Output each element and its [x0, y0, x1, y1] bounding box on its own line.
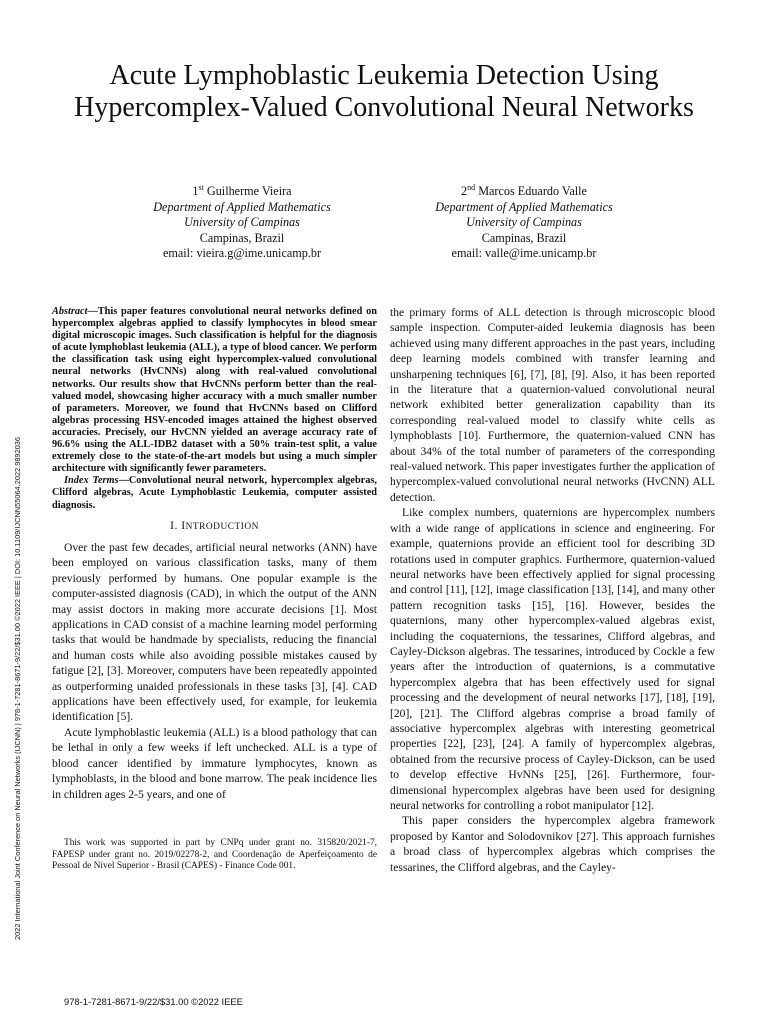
page-footer: 978-1-7281-8671-9/22/$31.00 ©2022 IEEE: [64, 996, 243, 1007]
paragraph: Acute lymphoblastic leukemia (ALL) is a blood pathology that can be lethal in only a few weeks if left unchecked. ALL is a type of blood cancer identified by immature lymphocytes, known as lymphoblasts, in the blood and bone marrow. The peak incidence lies in children ages 2-5 years, and one of: [52, 725, 377, 801]
author-university: University of Campinas: [466, 215, 582, 230]
paragraph: Like complex numbers, quaternions are hypercomplex numbers with a wide range of applications in science and engineering. For example, quaternions provide an efficient tool for describing 3D rotations used in computer graphics. Furthermore, quaternion-valued neural networks have been effectively applied for signal processing and control [11], [12], image classification [13], [14], and many other pattern recognition tasks [15], [16]. However, besides the quaternions, many other hypercomplex-valued algebras exist, including the coquaternions, the tessarines, Clifford algebras, and Cayley-Dickson algebras. The tessarines, introduced by Cockle a few years after the introduction of quaternions, is a commutative hypercomplex algebra that has been effectively used for signal processing and the development of neural networks [17], [18], [19], [20], [21]. The Clifford algebras comprise a broad family of associative hypercomplex algebras with interesting geometrical properties [22], [23], [24]. A family of hypercomplex algebras, obtained from the recursive process of Cayley-Dickson, can be used to develop effective HvNNs [25], [26]. Furthermore, four-dimensional hypercomplex algebras have been used for designing neural networks for controlling a robot manipulator [12].: [390, 506, 715, 812]
abstract-label: Abstract: [52, 306, 88, 317]
author-department: Department of Applied Mathematics: [153, 199, 331, 214]
paragraph: Over the past few decades, artificial neural networks (ANN) have been employed on various classification tasks, many of them previously performed by humans. One popular example is the computer-assisted diagnosis (CAD), in which the output of the ANN may assist doctors in making more accurate decisions [1]. Most applications in CAD consist of a machine learning model performing tasks that would be handmade by specialists, reducing the financial and human costs while also avoiding possible mistakes caused by fatigue [2], [3]. Moreover, computers have been repeatedly appointed as outperforming unaided professionals in these tasks [3], [4]. CAD applications have been effectively used, for example, for leukemia identification [5].: [52, 541, 377, 724]
author-email: email: vieira.g@ime.unicamp.br: [162, 246, 322, 261]
conference-sidebar: 2022 International Joint Conference on Neural Networks (IJCNN) | 978-1-7281-8671-9/22/$31.00 ©2022 IEEE | DOI: 10.1109/IJCNN55064.2022.9892036: [13, 437, 22, 940]
paragraph: the primary forms of ALL detection is through microscopic blood sample inspection. Computer-aided leukemia diagnosis has been achieved using many different approaches in the past years, including deep learning models combined with transfer learning and unsharpening techniques [6], [7], [8], [9]. Also, it has been reported in the literature that a quaternion-valued convolutional neural network exhibited better generalization capability than its corresponding real-valued model to classify white cells as lymphoblasts [10]. Furthermore, the quaternion-valued CNN has about 34% of the total number of parameters of the corresponding real-valued network. This paper investigates further the application of hypercomplex-valued convolutional neural networks (HvCNN) ALL detection.: [390, 306, 715, 504]
author-university: University of Campinas: [184, 215, 300, 230]
author-block-2: [394, 180, 654, 262]
paragraph: This paper considers the hypercomplex algebra framework proposed by Kantor and Solodovnikov [27]. This approach furnishes a broad class of hypercomplex algebras which comprises the tessarines, the Clifford algebras, and the Cayley-: [390, 814, 715, 874]
author-name-line: 1st Guilherme Vieira: [192, 183, 292, 199]
paper-title: Acute Lymphoblastic Leukemia Detection Using Hypercomplex-Valued Convolutional Neural Networks: [74, 60, 694, 123]
abstract-text: —This paper features convolutional neural networks defined on hypercomplex algebras applied to classify lymphocytes in blood smear digital microscopic images. Such classification is helpful for the diagnosis of acute lymphoblast leukemia (ALL), a type of blood cancer. We perform the classification task using eight hypercomplex-valued convolutional neural networks (HvCNNs) along with real-valued convolutional networks. Our results show that HvCNNs perform better than the real-valued model, showcasing higher accuracy with a much smaller number of parameters. Moreover, we found that HvCNNs based on Clifford algebras processing HSV-encoded images attained the highest observed accuracies. Precisely, our HvCNN yielded an average accuracy rate of 96.6% using the ALL-IDB2 dataset with a 50% train-test split, a value extremely close to the state-of-the-art models but using a much simpler architecture with significantly fewer parameters.: [52, 306, 377, 475]
right-column: [390, 305, 715, 875]
index-terms-label: Index Terms: [64, 475, 119, 487]
author-email: email: valle@ime.unicamp.br: [451, 246, 597, 261]
author-location: Campinas, Brazil: [481, 230, 567, 245]
left-column: [52, 306, 377, 802]
author-name: Guilherme Vieira: [206, 184, 292, 199]
author-block-1: [112, 180, 372, 262]
funding-footnote: This work was supported in part by CNPq under grant no. 315820/2021-7, FAPESP under grant no. 2019/02278-2, and Coordenação de Aperfeiçoamento de Pessoal de Nível Superior - Brasil (CAPES) - Finance Code 001.: [52, 838, 377, 872]
index-terms-text: —Convolutional neural network, hypercomplex algebras, Clifford algebras, Acute Lymphoblastic Leukemia, computer assisted diagnosis.: [52, 475, 377, 511]
author-location: Campinas, Brazil: [199, 230, 285, 245]
section-heading: I. INTRODUCTION: [170, 518, 259, 532]
author-name-line: 2nd Marcos Eduardo Valle: [461, 183, 587, 199]
abstract: [52, 306, 377, 512]
author-name: Marcos Eduardo Valle: [478, 184, 587, 199]
author-department: Department of Applied Mathematics: [435, 199, 613, 214]
